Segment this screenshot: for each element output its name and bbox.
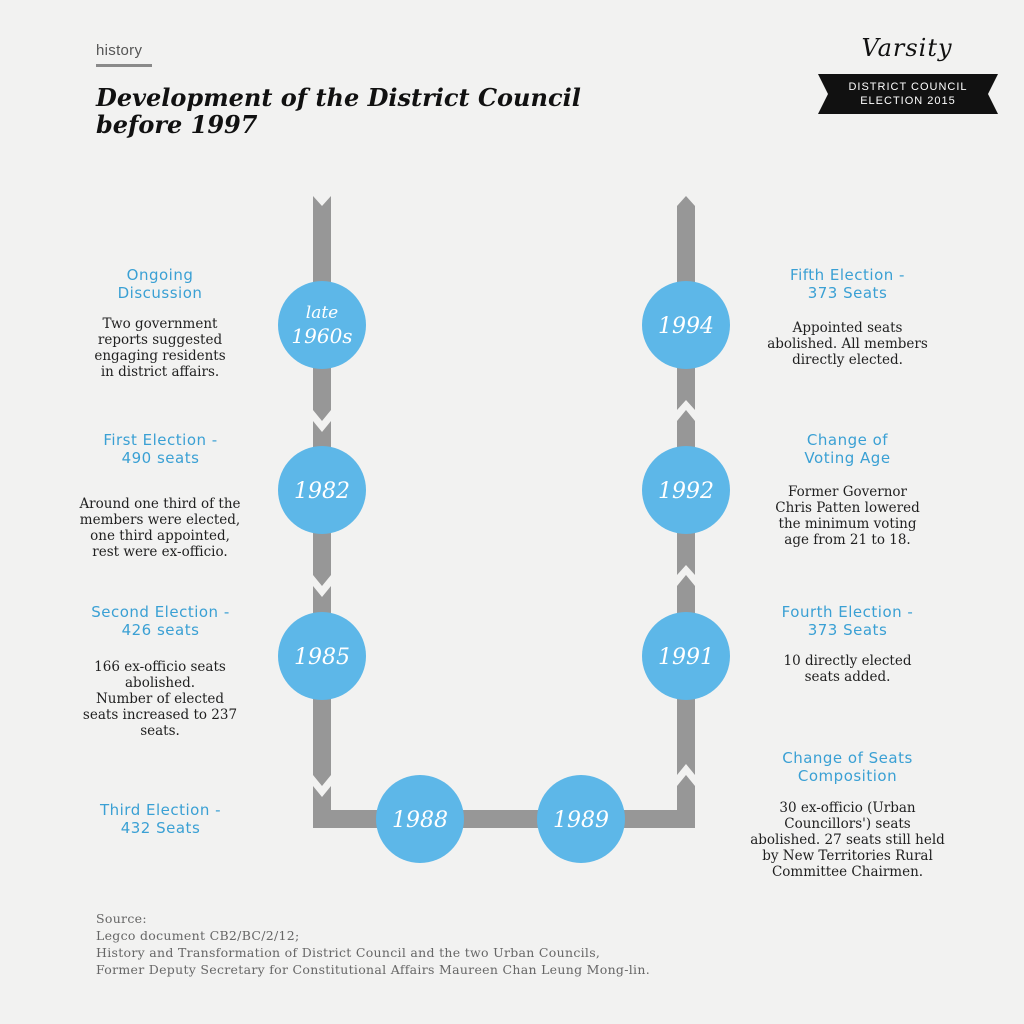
heading-line: Change of Seats xyxy=(782,749,913,767)
heading-line: Second Election - xyxy=(91,603,230,621)
track-left-seg-1 xyxy=(313,360,331,421)
source-line: History and Transformation of District Council and the two Urban Councils, xyxy=(96,945,601,960)
banner-line-2: ELECTION 2015 xyxy=(860,95,956,107)
track-right-seg-2 xyxy=(677,690,695,775)
section-tag: history xyxy=(96,42,143,59)
desc-line: 166 ex-officio seats xyxy=(94,659,226,675)
desc-line: seats increased to 237 xyxy=(82,707,238,723)
timeline-track xyxy=(313,196,695,828)
desc-line: rest were ex-officio. xyxy=(92,544,228,560)
milestone-heading-1991 xyxy=(740,603,955,639)
milestone-desc-1991 xyxy=(740,653,955,685)
source-label: Source: xyxy=(96,911,147,926)
milestone-desc-1982 xyxy=(50,496,270,560)
heading-line: Composition xyxy=(797,767,898,785)
heading-line: Fourth Election - xyxy=(781,603,914,621)
milestone-desc-late-1960s xyxy=(60,316,260,380)
desc-line: 30 ex-officio (Urban xyxy=(779,800,916,816)
heading-line: 373 Seats xyxy=(807,621,888,639)
heading-line: Voting Age xyxy=(804,449,891,467)
heading-line: Change of xyxy=(806,431,889,449)
track-bottom xyxy=(455,810,550,828)
source-note xyxy=(96,910,796,978)
year-node-1988 xyxy=(376,775,464,863)
desc-line: Number of elected xyxy=(95,691,224,707)
desc-line: abolished. 27 seats still held xyxy=(750,832,945,848)
varsity-logo: Varsity xyxy=(861,34,953,62)
year-node-1991 xyxy=(642,612,730,700)
desc-line: Chris Patten lowered xyxy=(775,500,920,516)
desc-line: seats. xyxy=(140,723,180,739)
heading-line: 373 Seats xyxy=(807,284,888,302)
milestone-heading-1988 xyxy=(53,801,268,837)
title-line-2: before 1997 xyxy=(96,110,258,139)
year-node-1992 xyxy=(642,446,730,534)
milestone-heading-1994 xyxy=(740,266,955,302)
source-line: Legco document CB2/BC/2/12; xyxy=(96,928,300,943)
track-right-seg-1 xyxy=(615,775,695,828)
heading-line: 490 seats xyxy=(121,449,200,467)
year-node-1989 xyxy=(537,775,625,863)
heading-line: Third Election - xyxy=(99,801,222,819)
year-label-1992: 1992 xyxy=(658,479,714,504)
milestone-desc-1994 xyxy=(740,320,955,368)
title-line-1: Development of the District Council xyxy=(96,83,581,112)
desc-line: in district affairs. xyxy=(100,364,220,380)
desc-line: Two government xyxy=(102,316,218,332)
desc-line: seats added. xyxy=(804,669,891,685)
milestone-heading-1982 xyxy=(53,431,268,467)
desc-line: 10 directly elected xyxy=(783,653,912,669)
milestone-heading-1989 xyxy=(740,749,955,785)
year-node-1985 xyxy=(278,612,366,700)
heading-line: First Election - xyxy=(103,431,218,449)
desc-line: Committee Chairmen. xyxy=(771,864,924,880)
desc-line: Councillors') seats xyxy=(784,816,911,832)
track-left-seg-6 xyxy=(313,786,385,828)
desc-line: abolished. All members xyxy=(767,336,928,352)
track-left-seg-5 xyxy=(313,690,331,786)
source-line: Former Deputy Secretary for Constitutional Affairs Maureen Chan Leung Mong-lin. xyxy=(96,962,650,977)
desc-line: age from 21 to 18. xyxy=(784,532,911,548)
milestone-heading-1992 xyxy=(740,431,955,467)
desc-line: abolished. xyxy=(125,675,195,691)
year-node-late-1960s xyxy=(278,281,366,369)
milestone-desc-1992 xyxy=(740,484,955,548)
year-label-1985: 1985 xyxy=(294,645,350,670)
heading-line: Fifth Election - xyxy=(790,266,905,284)
year-label-1988: 1988 xyxy=(392,808,448,833)
desc-line: by New Territories Rural xyxy=(762,848,933,864)
heading-line: Ongoing xyxy=(126,266,194,284)
year-label-1960s: 1960s xyxy=(291,324,353,348)
heading-line: Discussion xyxy=(117,284,203,302)
year-label-1994: 1994 xyxy=(658,314,714,339)
milestone-desc-1989 xyxy=(725,800,970,880)
year-node-1994 xyxy=(642,281,730,369)
year-label-late: late xyxy=(305,303,339,323)
desc-line: one third appointed, xyxy=(90,528,230,544)
banner-line-1: DISTRICT COUNCIL xyxy=(848,81,968,93)
heading-line: 426 seats xyxy=(121,621,200,639)
year-label-1982: 1982 xyxy=(294,479,350,504)
desc-line: Former Governor xyxy=(787,484,907,500)
desc-line: Around one third of the xyxy=(79,496,241,512)
year-label-1991: 1991 xyxy=(658,645,714,670)
desc-line: reports suggested xyxy=(97,332,223,348)
milestone-desc-1985 xyxy=(50,659,270,739)
heading-line: 432 Seats xyxy=(120,819,201,837)
desc-line: the minimum voting xyxy=(778,516,917,532)
desc-line: engaging residents xyxy=(94,348,226,364)
track-left-seg-3 xyxy=(313,525,331,586)
year-label-1989: 1989 xyxy=(553,808,609,833)
desc-line: directly elected. xyxy=(792,352,903,368)
desc-line: members were elected, xyxy=(79,512,241,528)
milestone-heading-late-1960s xyxy=(60,266,260,302)
year-node-1982 xyxy=(278,446,366,534)
milestone-heading-1985 xyxy=(53,603,268,639)
desc-line: Appointed seats xyxy=(792,320,903,336)
